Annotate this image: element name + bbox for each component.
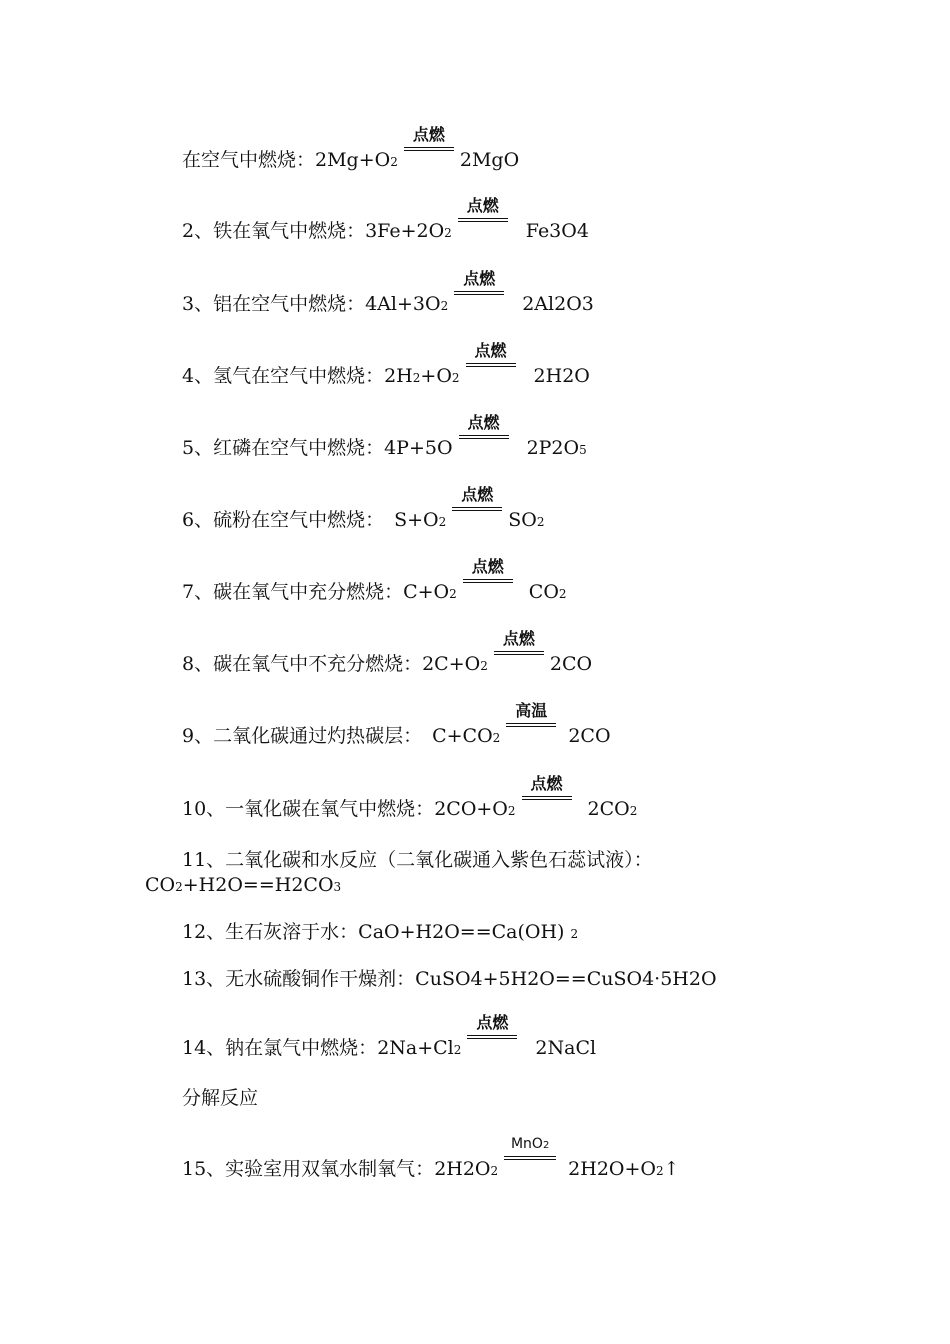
equation-rhs-subscript: 2 [655, 1164, 664, 1178]
reaction-prefix: 9、二氧化碳通过灼热碳层： [182, 725, 423, 747]
equation-lhs: 4P+5O [384, 437, 453, 459]
reaction-condition: 点燃 [471, 557, 504, 576]
reaction-line-11 [182, 848, 653, 872]
equals-double-bar [466, 363, 516, 367]
reaction-prefix: 11、二氧化碳和水反应（二氧化碳通入紫色石蕊试液）： [182, 849, 653, 871]
reaction-line-6 [182, 485, 545, 534]
equation-lhs: 2H [384, 365, 413, 387]
equation-lhs: 2Mg+O [315, 149, 391, 171]
section-heading [182, 1086, 258, 1110]
reaction-prefix: 在空气中燃烧： [182, 149, 316, 171]
reaction-prefix: 14、钠在氯气中燃烧： [182, 1037, 378, 1059]
equation-lhs-subscript: 2 [444, 226, 452, 240]
reaction-condition: 点燃 [412, 125, 445, 144]
equation-subscript: 2 [570, 927, 579, 941]
reaction-prefix: 3、铝在空气中燃烧： [182, 293, 366, 315]
reaction-line-13 [182, 967, 717, 991]
equation-rhs: 2CO [587, 798, 630, 820]
equation-rhs-subscript: 2 [558, 587, 567, 601]
equation-rhs: 2H2O+O [568, 1158, 656, 1180]
reaction-prefix: 8、碳在氧气中不充分燃烧： [182, 653, 423, 675]
equation-rhs-subscript: 5 [579, 443, 587, 457]
reaction-condition-arrow [506, 701, 556, 742]
equals-double-bar [463, 579, 513, 583]
reaction-condition-arrow [463, 557, 513, 598]
reaction-condition-arrow [466, 341, 516, 382]
equals-double-bar [404, 147, 454, 151]
equals-double-bar [454, 291, 504, 295]
reaction-condition-arrow [504, 1136, 556, 1175]
equation-lhs-subscript: 2 [438, 515, 447, 529]
reaction-condition-arrow [452, 485, 502, 526]
reaction-condition: 高温 [515, 701, 548, 720]
equation-subscript: 2 [175, 880, 183, 894]
equation-rhs-subscript: 2 [536, 515, 545, 529]
equation-rhs: 2CO [549, 653, 593, 675]
equation-lhs: 2CO+O [434, 798, 508, 820]
equation-lhs: S+O [394, 509, 439, 531]
reaction-line-8 [182, 629, 593, 678]
reaction-condition: 点燃 [461, 485, 494, 504]
reaction-condition-arrow [459, 413, 509, 454]
reaction-prefix: 15、实验室用双氧水制氧气： [182, 1158, 435, 1180]
reaction-line-10 [182, 774, 638, 823]
reaction-condition: 点燃 [467, 413, 500, 432]
reaction-condition: 点燃 [502, 629, 535, 648]
section-title: 分解反应 [182, 1087, 259, 1109]
reaction-prefix: 7、碳在氧气中充分燃烧： [182, 581, 404, 603]
equation-lhs: 4Al+3O [365, 293, 441, 315]
reaction-prefix: 2、铁在氧气中燃烧： [182, 220, 366, 242]
equation-rhs: CO [528, 581, 559, 603]
equals-double-bar [459, 435, 509, 439]
equation-rhs: 2MgO [459, 149, 520, 171]
equation-rhs: 2CO [568, 725, 611, 747]
reaction-condition-arrow [404, 125, 454, 166]
catalyst-condition: MnO2 [510, 1136, 550, 1152]
equation-lhs-subscript: 2 [412, 371, 421, 385]
equation-lhs: C+O [403, 581, 450, 603]
reaction-condition: 点燃 [466, 196, 499, 215]
equation-lhs-subscript-2: 2 [451, 371, 460, 385]
reaction-line-5 [182, 413, 587, 462]
equals-double-bar [506, 723, 556, 727]
reaction-condition-arrow [494, 629, 544, 670]
equation-rhs: 2H2O [533, 365, 590, 387]
equation-text: 12、生石灰溶于水：CaO+H2O==Ca(OH) [182, 921, 565, 943]
reaction-line-9 [182, 701, 611, 750]
equation-rest: +H2O==H2CO [182, 874, 334, 896]
reaction-line-15 [182, 1136, 680, 1183]
equation-rhs: 2NaCl [535, 1037, 597, 1059]
equals-double-bar [467, 1035, 517, 1039]
equals-double-bar [452, 507, 502, 511]
equation-lhs-part2: +O [420, 365, 452, 387]
reaction-condition-arrow [467, 1013, 517, 1054]
equation-lhs-subscript: 2 [490, 1164, 499, 1178]
equals-double-bar [504, 1156, 556, 1160]
equation-lhs-subscript: 2 [480, 659, 488, 673]
equals-double-bar [522, 796, 572, 800]
equation-lhs: C+CO [432, 725, 493, 747]
reaction-line-11-equation [145, 873, 341, 899]
equation-lhs-subscript: 2 [453, 1043, 462, 1057]
equals-double-bar [494, 651, 544, 655]
equals-double-bar [458, 218, 508, 222]
reaction-line-3 [182, 269, 594, 318]
equation-lhs-subscript: 2 [449, 587, 457, 601]
equation-rhs: 2P2O [526, 437, 580, 459]
reaction-line-7 [182, 557, 567, 606]
reaction-prefix: 5、红磷在空气中燃烧： [182, 437, 385, 459]
equation-part: CO [145, 874, 176, 896]
reaction-line-2 [182, 196, 589, 245]
reaction-condition-arrow [454, 269, 504, 310]
reaction-prefix: 4、氢气在空气中燃烧： [182, 365, 385, 387]
reaction-line-14 [182, 1013, 597, 1062]
gas-arrow-icon: ↑ [663, 1158, 680, 1180]
equation-lhs: 2Na+Cl [377, 1037, 454, 1059]
reaction-line-4 [182, 341, 590, 390]
equation-rhs-subscript: 2 [629, 804, 638, 818]
equation-text: 13、无水硫酸铜作干燥剂：CuSO4+5H2O==CuSO4·5H2O [182, 968, 717, 990]
reaction-condition: 点燃 [474, 341, 507, 360]
equation-lhs-subscript: 2 [492, 731, 501, 745]
equation-rhs: Fe3O4 [525, 220, 589, 242]
equation-rhs: SO [508, 509, 537, 531]
reaction-condition: 点燃 [463, 269, 496, 288]
equation-lhs: 3Fe+2O [365, 220, 445, 242]
reaction-prefix: 6、硫粉在空气中燃烧： [182, 509, 385, 531]
reaction-line-1 [182, 125, 520, 174]
equation-lhs: 2H2O [434, 1158, 491, 1180]
equation-lhs-subscript: 2 [390, 155, 398, 169]
reaction-condition: 点燃 [476, 1013, 509, 1032]
equation-lhs-subscript: 2 [440, 299, 449, 313]
equation-lhs-subscript: 2 [507, 804, 516, 818]
equation-lhs: 2C+O [422, 653, 481, 675]
reaction-condition: 点燃 [530, 774, 563, 793]
reaction-prefix: 10、一氧化碳在氧气中燃烧： [182, 798, 435, 820]
equation-rhs: 2Al2O3 [522, 293, 594, 315]
reaction-line-12 [182, 920, 578, 946]
reaction-condition-arrow [458, 196, 508, 237]
reaction-condition-arrow [522, 774, 572, 815]
equation-subscript-2: 3 [333, 880, 342, 894]
